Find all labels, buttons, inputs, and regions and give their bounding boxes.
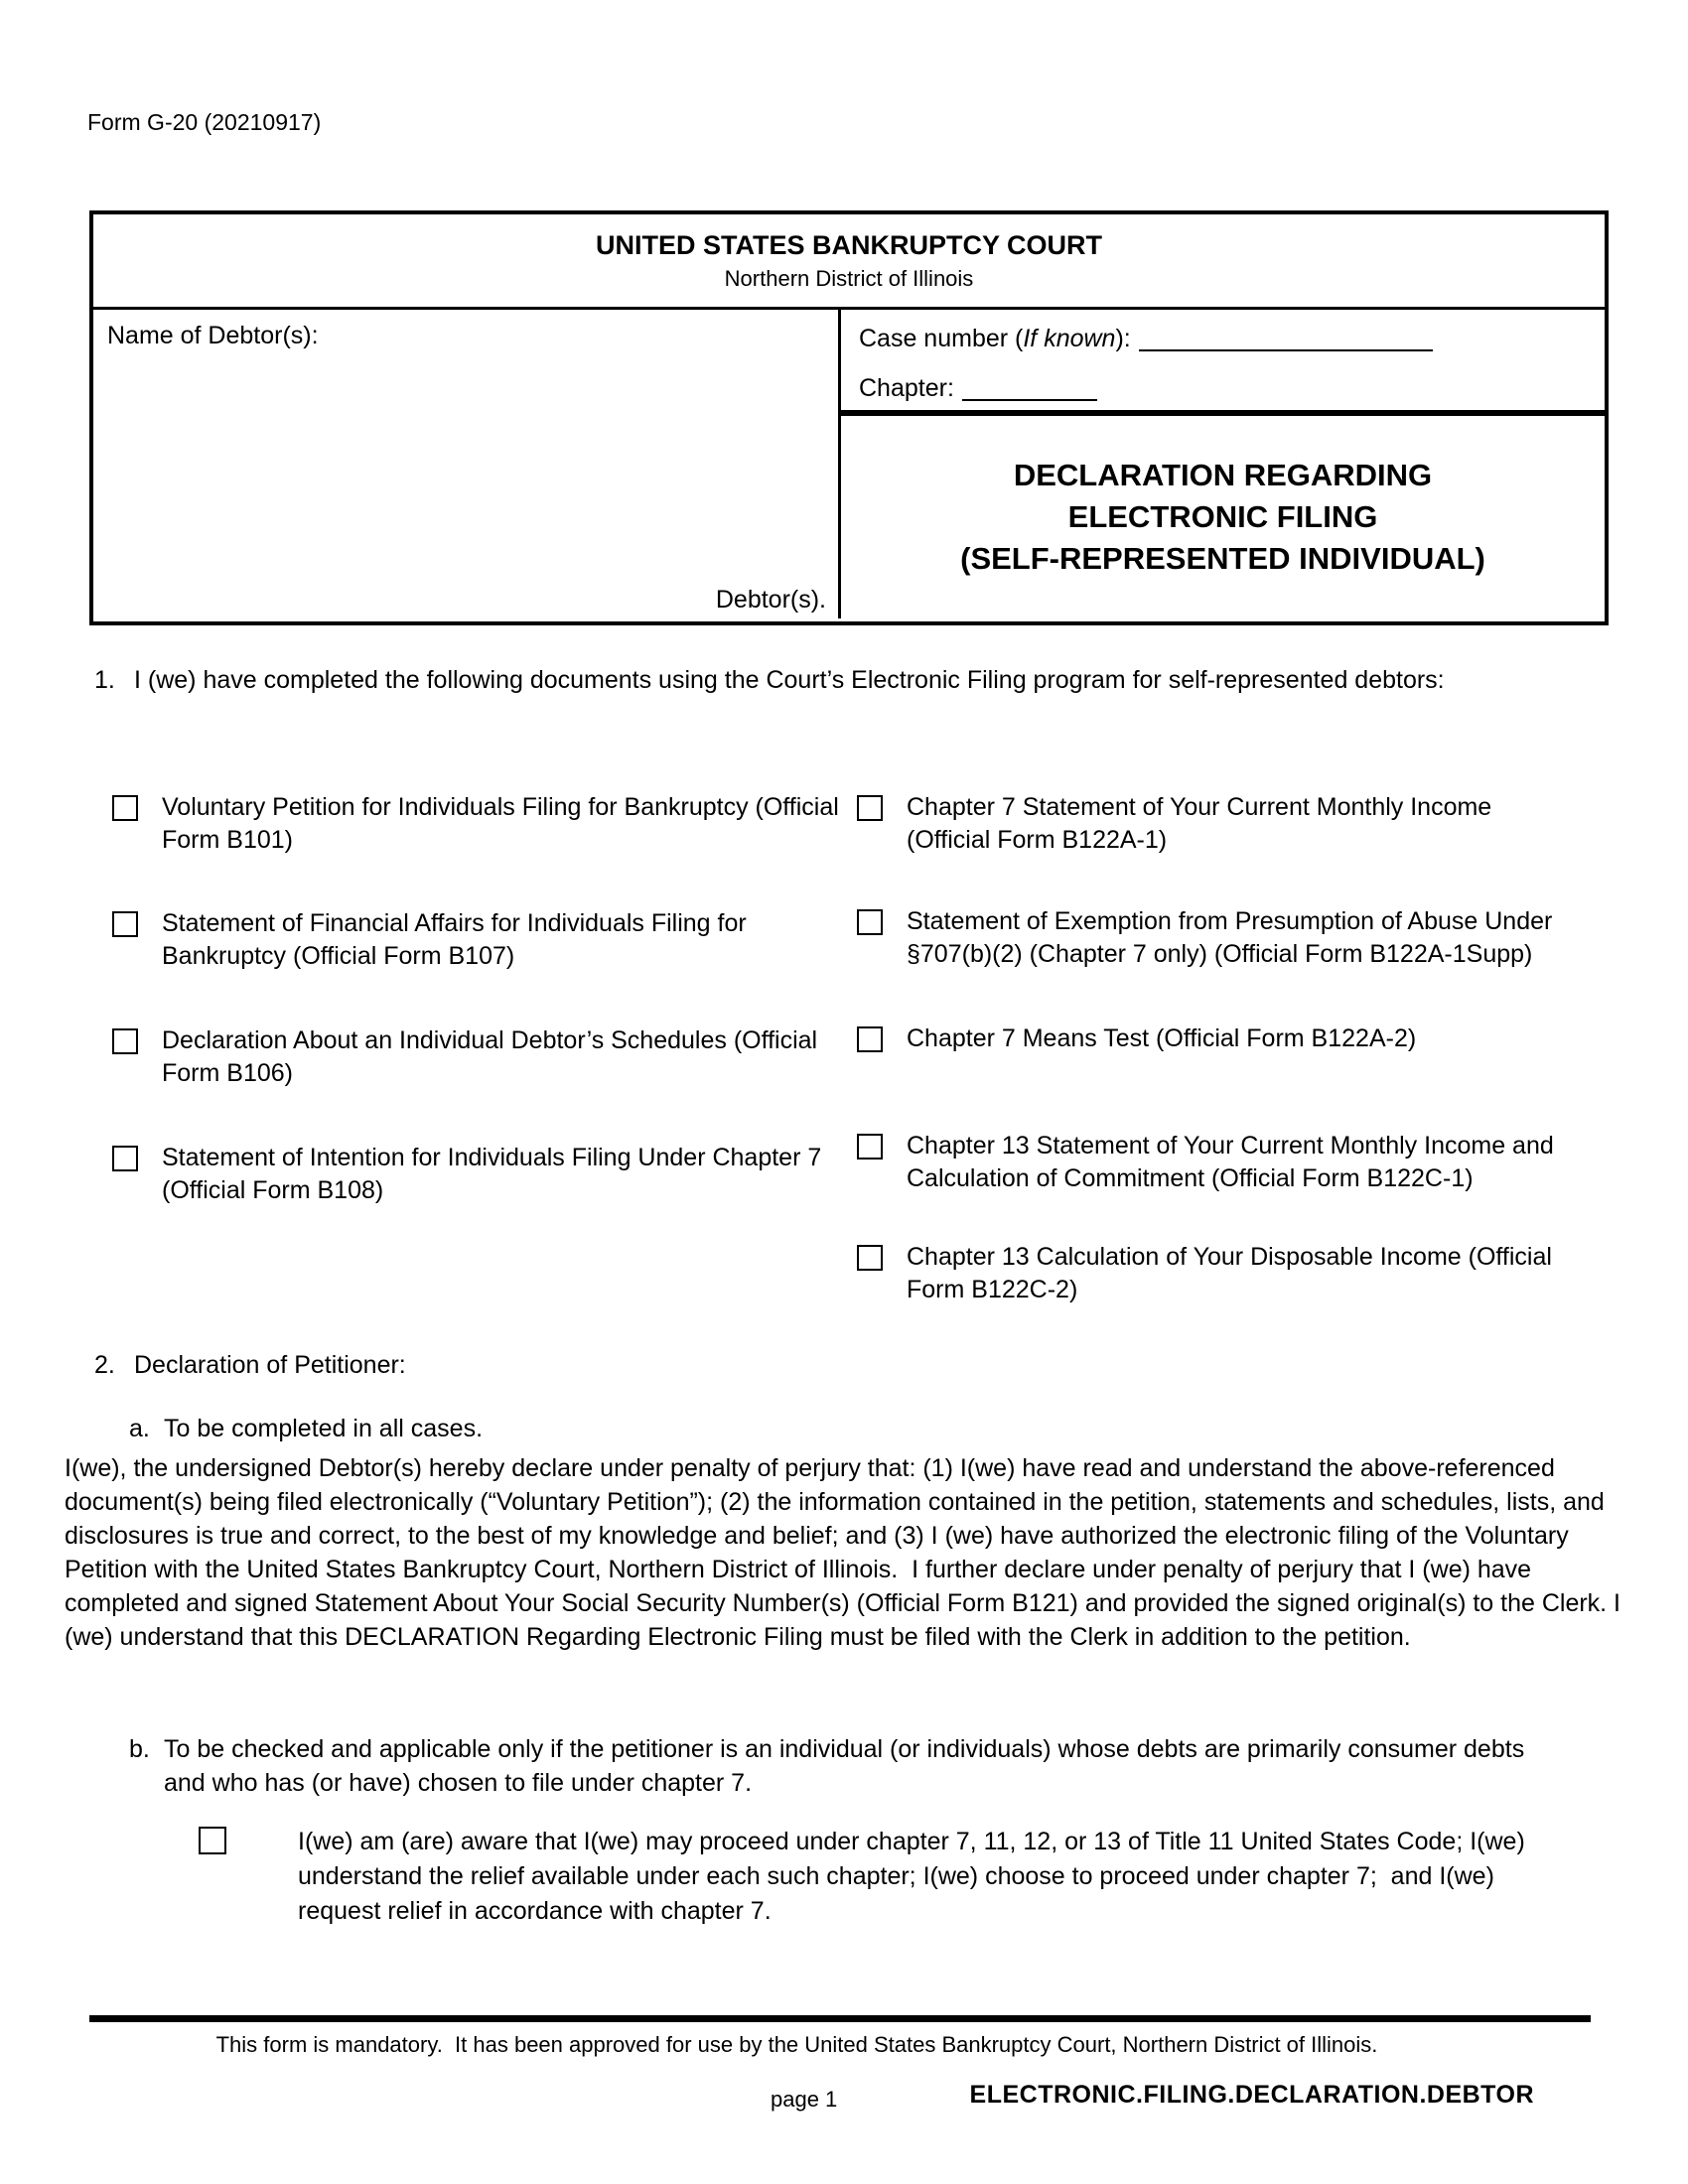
document-item bbox=[857, 1241, 1582, 1306]
document-label: Chapter 13 Calculation of Your Disposable Income (Official Form B122C-2) bbox=[907, 1243, 1552, 1303]
title-line-2: ELECTRONIC FILING bbox=[1067, 499, 1378, 534]
section-2-heading: Declaration of Petitioner: bbox=[134, 1351, 406, 1379]
court-header-row bbox=[93, 214, 1605, 310]
declaration-paragraph: I(we), the undersigned Debtor(s) hereby declare under penalty of perjury that: (1) I(we) have read and understand the above-referenced document(s) being filed electronically (“Voluntary Petition”); (2) the information contained in the petition, statements and schedules, lists, and disclosures is true and correct, to the best of my knowledge and belief; and (3) I (we) have authorized the electronic filing of the Voluntary Petition with the United States Bankruptcy Court, Northern District of Illinois. I further declare under penalty of perjury that I (we) have completed and signed Statement About Your Social Security Number(s) (Official Form B121) and provided the signed original(s) to the Clerk. I (we) understand that this DECLARATION Regarding Electronic Filing must be filed with the Clerk in addition to the petition. bbox=[65, 1454, 1627, 1651]
section-2-number: 2. bbox=[94, 1351, 115, 1379]
checkbox-statement-of-intention[interactable] bbox=[112, 1146, 138, 1171]
document-item bbox=[112, 1024, 877, 1090]
doc-code: ELECTRONIC.FILING.DECLARATION.DEBTOR bbox=[969, 2081, 1534, 2109]
debtor-name-cell bbox=[93, 310, 841, 618]
item-b-text: To be checked and applicable only if the petitioner is an individual (or individuals) whose debts are primarily consumer debts and who has (or have) chosen to file under chapter 7. bbox=[164, 1735, 1525, 1797]
section-1 bbox=[94, 663, 1584, 697]
section-1-number: 1. bbox=[94, 666, 115, 694]
chapter-label: Chapter: bbox=[859, 374, 954, 402]
document-item bbox=[857, 791, 1582, 857]
checkbox-debtor-schedules[interactable] bbox=[112, 1028, 138, 1054]
document-label: Statement of Exemption from Presumption of Abuse Under §707(b)(2) (Chapter 7 only) (Official Form B122A-1Supp) bbox=[907, 907, 1553, 968]
page-number: page 1 bbox=[771, 2087, 838, 2112]
court-header-table bbox=[89, 210, 1609, 625]
case-number-label: Case number ( bbox=[859, 325, 1024, 352]
section-2 bbox=[94, 1348, 1584, 1382]
form-number: Form G-20 (20210917) bbox=[87, 109, 322, 135]
section-1-intro: I (we) have completed the following documents using the Court’s Electronic Filing program for self-represented debtors: bbox=[134, 666, 1445, 694]
case-number-label-suffix: ): bbox=[1115, 325, 1131, 352]
checkbox-ch7-means-test[interactable] bbox=[857, 1026, 883, 1052]
debtors-caption: Debtor(s). bbox=[715, 586, 826, 614]
document-item bbox=[857, 905, 1582, 971]
title-line-3: (SELF-REPRESENTED INDIVIDUAL) bbox=[960, 541, 1485, 576]
declaration-title bbox=[841, 416, 1605, 618]
case-number-line bbox=[859, 324, 1605, 353]
document-item bbox=[112, 1142, 877, 1207]
document-label: Statement of Financial Affairs for Individuals Filing for Bankruptcy (Official Form B107) bbox=[162, 909, 747, 970]
document-label: Chapter 7 Statement of Your Current Monthly Income (Official Form B122A-1) bbox=[907, 793, 1492, 854]
document-item bbox=[857, 1130, 1582, 1195]
document-label: Voluntary Petition for Individuals Filing for Bankruptcy (Official Form B101) bbox=[162, 793, 839, 854]
item-a bbox=[129, 1412, 1519, 1445]
document-label: Declaration About an Individual Debtor’s Schedules (Official Form B106) bbox=[162, 1026, 818, 1087]
checkbox-exemption-abuse[interactable] bbox=[857, 909, 883, 935]
checkbox-ch13-monthly-income[interactable] bbox=[857, 1134, 883, 1160]
document-label: Chapter 7 Means Test (Official Form B122A-2) bbox=[907, 1024, 1417, 1052]
case-number-blank bbox=[1139, 326, 1433, 351]
document-label: Chapter 13 Statement of Your Current Monthly Income and Calculation of Commitment (Official Form B122C-1) bbox=[907, 1132, 1554, 1192]
consent-row bbox=[199, 1825, 1559, 1929]
item-b bbox=[129, 1732, 1559, 1800]
case-number-cell bbox=[841, 310, 1605, 416]
document-label: Statement of Intention for Individuals Filing Under Chapter 7 (Official Form B108) bbox=[162, 1144, 822, 1204]
if-known-italic: If known bbox=[1023, 325, 1116, 352]
item-a-number: a. bbox=[129, 1415, 150, 1442]
checkbox-ch13-disposable-income[interactable] bbox=[857, 1245, 883, 1271]
court-name: UNITED STATES BANKRUPTCY COURT bbox=[595, 229, 1102, 260]
checkbox-chapter7-consent[interactable] bbox=[199, 1827, 226, 1854]
document-item bbox=[112, 907, 877, 973]
item-b-number: b. bbox=[129, 1735, 150, 1763]
debtor-name-label: Name of Debtor(s): bbox=[107, 322, 319, 349]
checkbox-voluntary-petition[interactable] bbox=[112, 795, 138, 821]
title-line-1: DECLARATION REGARDING bbox=[1013, 458, 1433, 492]
item-a-text: To be completed in all cases. bbox=[164, 1415, 484, 1442]
chapter-line bbox=[859, 373, 1605, 403]
district-name: Northern District of Illinois bbox=[724, 265, 974, 291]
footer-rule bbox=[89, 2015, 1591, 2022]
consent-text: I(we) am (are) aware that I(we) may proceed under chapter 7, 11, 12, or 13 of Title 11 United States Code; I(we) understand the relief available under each such chapter; I(we) choose to proceed under chapter 7; and I(we) request relief in accordance with chapter 7. bbox=[298, 1828, 1532, 1925]
checkbox-financial-affairs[interactable] bbox=[112, 911, 138, 937]
chapter-blank bbox=[962, 375, 1097, 401]
document-item bbox=[112, 791, 877, 857]
mandatory-note: This form is mandatory. It has been approved for use by the United States Bankruptcy Court, Northern District of Illinois. bbox=[215, 2032, 1378, 2057]
checkbox-ch7-monthly-income[interactable] bbox=[857, 795, 883, 821]
document-item bbox=[857, 1023, 1582, 1055]
